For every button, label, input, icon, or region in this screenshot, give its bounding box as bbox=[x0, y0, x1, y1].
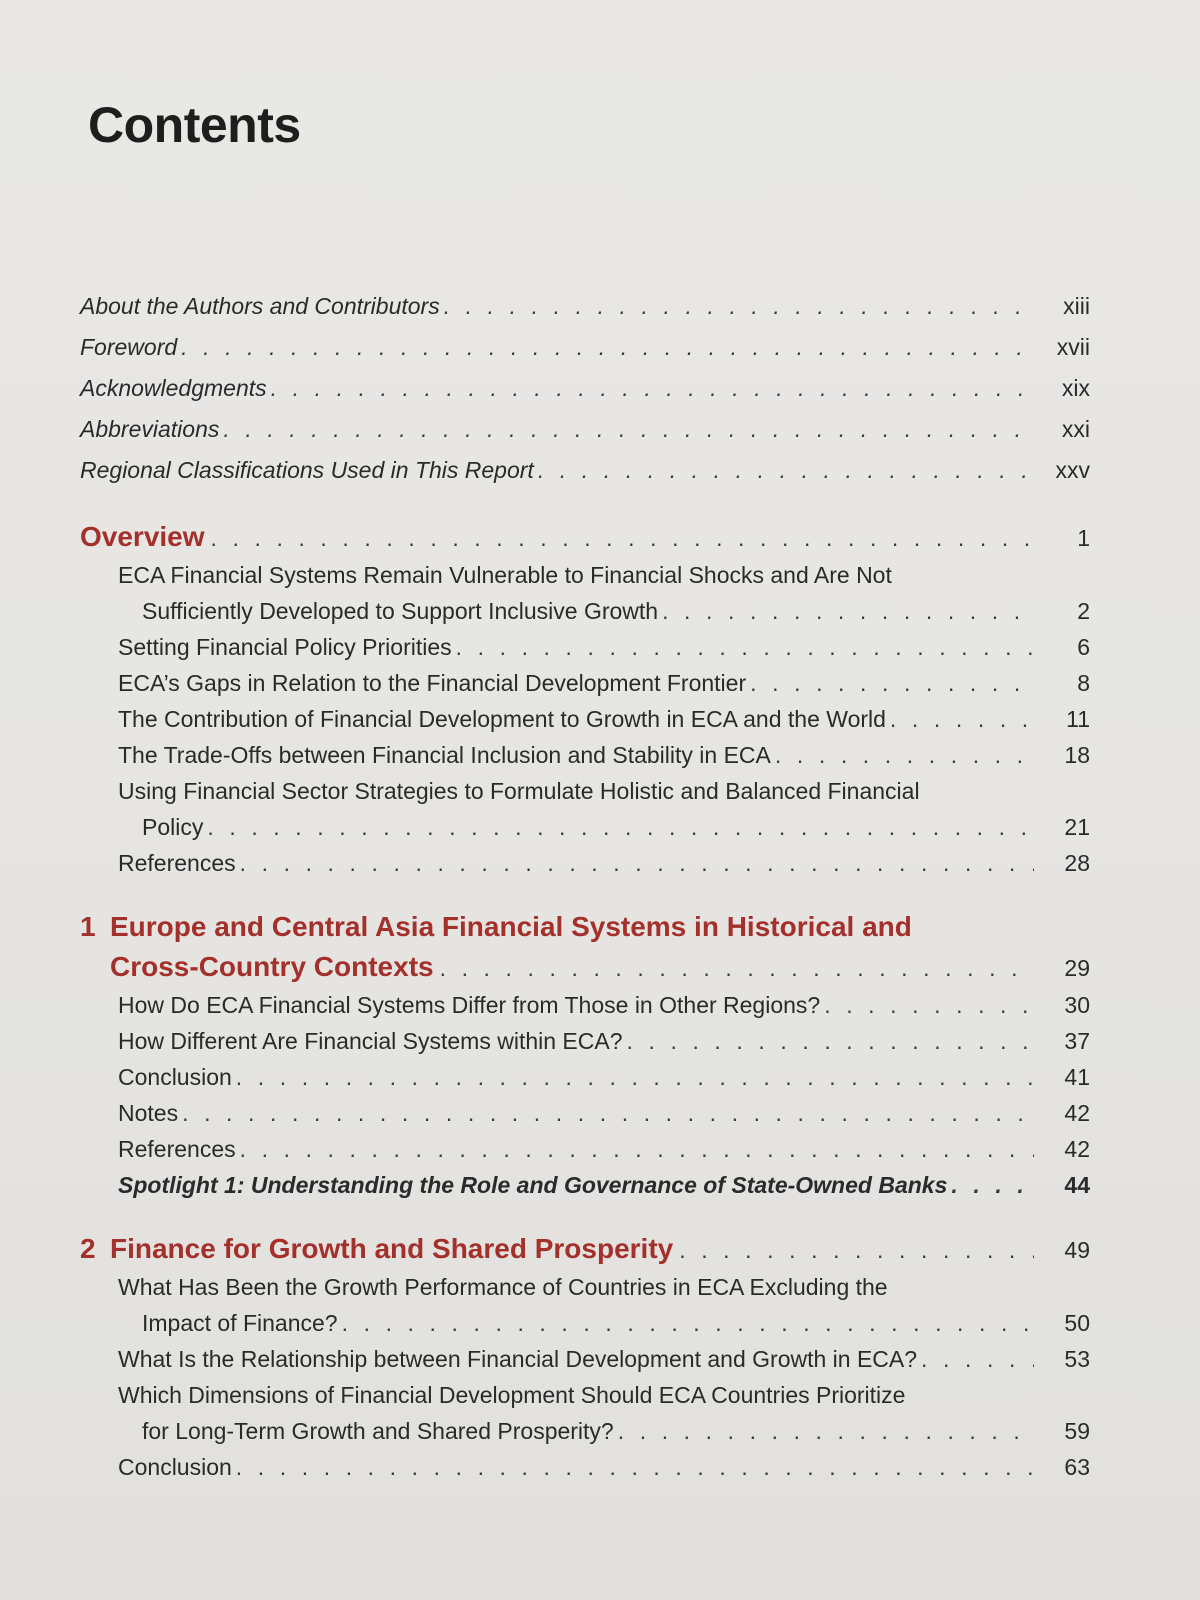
toc-page-number: 28 bbox=[1064, 850, 1090, 876]
dot-leader bbox=[890, 701, 1034, 737]
spacer bbox=[80, 491, 1090, 517]
dot-leader bbox=[456, 629, 1034, 665]
toc-entry-label: Acknowledgments bbox=[80, 375, 267, 401]
dot-leader bbox=[775, 737, 1034, 773]
toc-entry-conclusion[interactable] bbox=[80, 1449, 1090, 1485]
toc-entry-about-authors[interactable] bbox=[80, 286, 1090, 327]
chapter-title: Finance for Growth and Shared Prosperity bbox=[110, 1233, 674, 1264]
toc-page-number: 11 bbox=[1066, 706, 1090, 732]
toc-overview-heading[interactable] bbox=[80, 517, 1090, 557]
toc-page-number: 2 bbox=[1077, 598, 1090, 624]
dot-leader bbox=[240, 1131, 1034, 1167]
dot-leader bbox=[618, 1413, 1034, 1449]
toc-entry-conclusion[interactable] bbox=[80, 1059, 1090, 1095]
toc-entry-label: The Trade-Offs between Financial Inclusion and Stability in ECA bbox=[118, 742, 771, 768]
dot-leader bbox=[951, 1167, 1034, 1203]
toc-entry-trade-offs[interactable] bbox=[80, 737, 1090, 773]
toc-page-number: 18 bbox=[1064, 742, 1090, 768]
toc-entry-frontier-gaps[interactable] bbox=[80, 665, 1090, 701]
toc-entry-within-eca[interactable] bbox=[80, 1023, 1090, 1059]
toc-entry-contribution-growth[interactable] bbox=[80, 701, 1090, 737]
toc-page-number: 8 bbox=[1077, 670, 1090, 696]
toc-entry-label: Abbreviations bbox=[80, 416, 220, 442]
toc-entry-label: The Contribution of Financial Development to Growth in ECA and the World bbox=[118, 706, 886, 732]
toc-entry-dimensions[interactable] bbox=[80, 1413, 1090, 1449]
toc-entry-label: Setting Financial Policy Priorities bbox=[118, 634, 452, 660]
toc-entry-foreword[interactable] bbox=[80, 327, 1090, 368]
toc-entry-vulnerable-systems[interactable] bbox=[80, 593, 1090, 629]
toc-page-number: 6 bbox=[1077, 634, 1090, 660]
toc-entry-label: How Different Are Financial Systems within ECA? bbox=[118, 1028, 623, 1054]
toc-entry-differ-regions[interactable] bbox=[80, 987, 1090, 1023]
toc-page-number: xxi bbox=[1061, 416, 1090, 442]
toc-entry-sector-strategies[interactable] bbox=[80, 809, 1090, 845]
toc-page-number: 37 bbox=[1064, 1028, 1090, 1054]
toc-entry-notes[interactable] bbox=[80, 1095, 1090, 1131]
toc-page-number: 53 bbox=[1064, 1346, 1090, 1372]
toc-page-number: 29 bbox=[1064, 955, 1090, 981]
toc-entry-abbreviations[interactable] bbox=[80, 409, 1090, 450]
toc-entry-label: About the Authors and Contributors bbox=[80, 293, 440, 319]
toc-entry-line[interactable]: What Has Been the Growth Performance of Countries in ECA Excluding the bbox=[118, 1274, 888, 1300]
toc-entry-label: ECA’s Gaps in Relation to the Financial Development Frontier bbox=[118, 670, 747, 696]
toc-entry-policy-priorities[interactable] bbox=[80, 629, 1090, 665]
spacer bbox=[80, 1203, 1090, 1229]
toc-entry-line[interactable]: ECA Financial Systems Remain Vulnerable to Financial Shocks and Are Not bbox=[118, 562, 892, 588]
chapter-number: 2 bbox=[80, 1233, 96, 1264]
dot-leader bbox=[207, 809, 1034, 845]
dot-leader bbox=[538, 450, 1034, 491]
toc-page-number: 49 bbox=[1064, 1237, 1090, 1263]
toc-entry-line[interactable]: Which Dimensions of Financial Development Should ECA Countries Prioritize bbox=[118, 1382, 906, 1408]
section-title: Overview bbox=[80, 521, 205, 552]
dot-leader bbox=[679, 1230, 1034, 1270]
toc-entry-label: Conclusion bbox=[118, 1064, 232, 1090]
spacer bbox=[80, 881, 1090, 907]
dot-leader bbox=[921, 1341, 1034, 1377]
toc-page-number: 42 bbox=[1064, 1100, 1090, 1126]
toc-entry-label: How Do ECA Financial Systems Differ from Those in Other Regions? bbox=[118, 992, 821, 1018]
toc-page-number: 41 bbox=[1064, 1064, 1090, 1090]
toc-chapter-2-heading[interactable] bbox=[80, 1229, 1090, 1269]
dot-leader bbox=[211, 518, 1034, 558]
toc-page-number: xiii bbox=[1063, 293, 1090, 319]
toc-page-number: xix bbox=[1061, 375, 1090, 401]
dot-leader bbox=[440, 948, 1034, 988]
toc-entry-relationship[interactable] bbox=[80, 1341, 1090, 1377]
toc-entry-label: for Long-Term Growth and Shared Prosperity? bbox=[142, 1418, 614, 1444]
dot-leader bbox=[181, 327, 1034, 368]
toc-entry-label: Regional Classifications Used in This Report bbox=[80, 457, 534, 483]
toc-entry-label: Impact of Finance? bbox=[142, 1310, 338, 1336]
chapter-number: 1 bbox=[80, 911, 96, 942]
chapter-title: Cross-Country Contexts bbox=[110, 951, 434, 982]
toc-page-number: 59 bbox=[1064, 1418, 1090, 1444]
toc-entry-label: Foreword bbox=[80, 334, 178, 360]
toc-entry-label: Policy bbox=[142, 814, 204, 840]
toc-entry-label: What Is the Relationship between Financial Development and Growth in ECA? bbox=[118, 1346, 918, 1372]
toc-page-number: 63 bbox=[1064, 1454, 1090, 1480]
dot-leader bbox=[750, 665, 1034, 701]
toc-page-number: xvii bbox=[1056, 334, 1090, 360]
toc-entry-references[interactable] bbox=[80, 845, 1090, 881]
dot-leader bbox=[223, 409, 1034, 450]
toc-page-number: 1 bbox=[1077, 525, 1090, 551]
toc-entry-spotlight-1[interactable] bbox=[80, 1167, 1090, 1203]
toc-entry-label: References bbox=[118, 850, 236, 876]
toc-page-number: 42 bbox=[1064, 1136, 1090, 1162]
toc-entry-references[interactable] bbox=[80, 1131, 1090, 1167]
dot-leader bbox=[824, 987, 1034, 1023]
toc-entry-regional-classifications[interactable] bbox=[80, 450, 1090, 491]
dot-leader bbox=[240, 845, 1034, 881]
dot-leader bbox=[342, 1305, 1034, 1341]
toc-entry-label: Sufficiently Developed to Support Inclusive Growth bbox=[142, 598, 659, 624]
toc-page-number: xxv bbox=[1055, 457, 1090, 483]
dot-leader bbox=[236, 1059, 1034, 1095]
toc-entry-label: References bbox=[118, 1136, 236, 1162]
toc-page-number: 30 bbox=[1064, 992, 1090, 1018]
toc-chapter-1-heading[interactable] bbox=[80, 907, 1090, 947]
toc-page-number: 21 bbox=[1064, 814, 1090, 840]
toc-chapter-1-heading-cont[interactable] bbox=[80, 947, 1090, 987]
dot-leader bbox=[271, 368, 1034, 409]
toc-entry-label: Notes bbox=[118, 1100, 179, 1126]
chapter-title: Europe and Central Asia Financial Systems in Historical and bbox=[110, 911, 912, 942]
toc-page-number: 44 bbox=[1064, 1172, 1090, 1198]
toc-entry-acknowledgments[interactable] bbox=[80, 368, 1090, 409]
dot-leader bbox=[662, 593, 1034, 629]
table-of-contents bbox=[80, 286, 1090, 1485]
toc-page-number: 50 bbox=[1064, 1310, 1090, 1336]
page-title: Contents bbox=[88, 97, 301, 153]
toc-entry-label: Spotlight 1: Understanding the Role and Governance of State-Owned Banks bbox=[118, 1172, 948, 1198]
toc-entry-growth-performance[interactable] bbox=[80, 1305, 1090, 1341]
toc-entry-label: Conclusion bbox=[118, 1454, 232, 1480]
dot-leader bbox=[182, 1095, 1034, 1131]
dot-leader bbox=[627, 1023, 1035, 1059]
toc-entry-line[interactable]: Using Financial Sector Strategies to Formulate Holistic and Balanced Financial bbox=[118, 778, 920, 804]
dot-leader bbox=[236, 1449, 1034, 1485]
dot-leader bbox=[444, 286, 1034, 327]
